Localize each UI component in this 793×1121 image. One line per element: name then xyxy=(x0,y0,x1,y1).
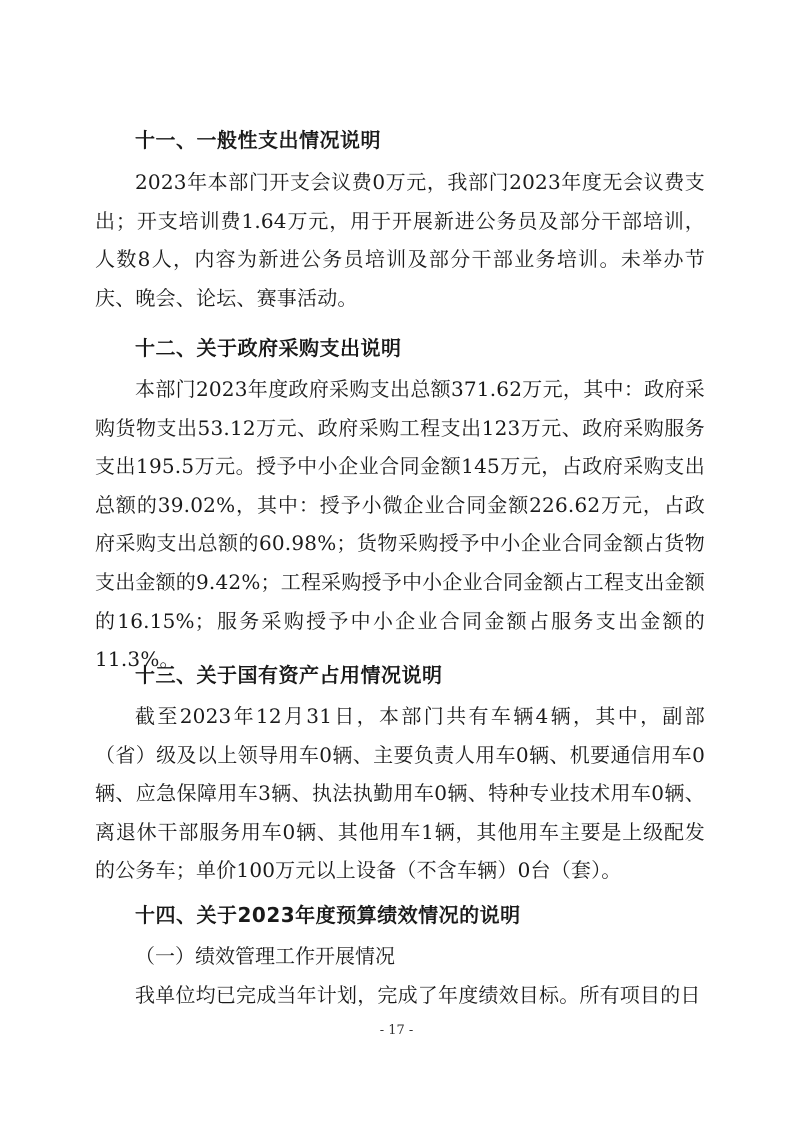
section-14-sub-heading: （一）绩效管理工作开展情况 xyxy=(135,944,395,968)
section-13-body: 截至2023年12月31日，本部门共有车辆4辆，其中，副部（省）级及以上领导用车0辆、主要负责人用车0辆、机要通信用车0辆、应急保障用车3辆、执法执勤用车0辆、特种专业技术用车0辆、离退休干部服务用车0辆、其他用车1辆，其他用车主要是上级配发的公务车；单价100万元以上设备（不含车辆）0台（套）。 xyxy=(95,704,705,883)
section-13-heading: 十三、关于国有资产占用情况说明 xyxy=(135,663,443,687)
section-14-body: 我单位均已完成当年计划，完成了年度绩效目标。所有项目的日 xyxy=(135,983,701,1007)
section-12-body: 本部门2023年度政府采购支出总额371.62万元，其中：政府采购货物支出53.12万元、政府采购工程支出123万元、政府采购服务支出195.5万元。授予中小企业合同金额145万元，占政府采购支出总额的39.02%，其中：授予小微企业合同金额226.62万元，占政府采购支出总额的60.98%；货物采购授予中小企业合同金额占货物支出金额的9.42%；工程采购授予中小企业合同金额占工程支出金额的16.15%；服务采购授予中小企业合同金额占服务支出金额的11.3%。 xyxy=(95,377,705,672)
page-number: - 17 - xyxy=(379,1023,414,1038)
section-11-heading: 十一、一般性支出情况说明 xyxy=(135,128,381,152)
section-12-heading: 十二、关于政府采购支出说明 xyxy=(135,336,402,360)
section-14-heading: 十四、关于2023年度预算绩效情况的说明 xyxy=(135,903,521,927)
section-11-body: 2023年本部门开支会议费0万元，我部门2023年度无会议费支出；开支培训费1.64万元，用于开展新进公务员及部分干部培训，人数8人，内容为新进公务员培训及部分干部业务培训。未举办节庆、晚会、论坛、赛事活动。 xyxy=(95,170,705,310)
